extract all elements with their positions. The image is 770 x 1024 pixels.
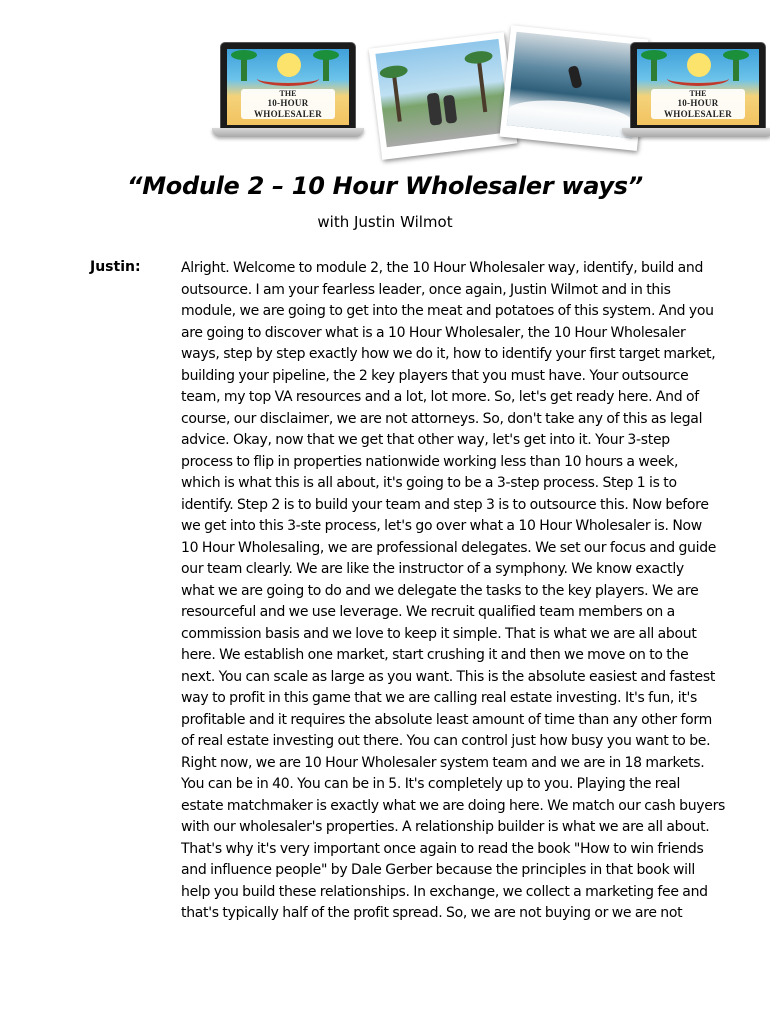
transcript-line: are going to discover what is a 10 Hour Wholesaler, the 10 Hour Wholesaler	[181, 324, 686, 341]
transcript-line: commission basis and we love to keep it simple. That is what we are all about	[181, 625, 697, 642]
document-subtitle	[0, 213, 770, 231]
logo-line-2: 10-HOUR WHOLESALER	[663, 98, 733, 119]
transcript-line: estate matchmaker is exactly what we are doing here. We match our cash buyers	[181, 797, 726, 814]
transcript-line: building your pipeline, the 2 key players that you must have. Your outsource	[181, 367, 689, 384]
document-title: “Module 2 – 10 Hour Wholesaler ways”	[127, 172, 643, 200]
laptop-screen	[630, 42, 766, 130]
palm-tree-icon	[323, 53, 329, 81]
subtitle-text: with Justin Wilmot	[317, 213, 453, 231]
transcript-line: team, my top VA resources and a lot, lot more. So, let's get ready here. And of	[181, 389, 699, 405]
transcript-line: module, we are going to get into the meat and potatoes of this system. And you	[181, 303, 714, 319]
transcript-line: Right now, we are 10 Hour Wholesaler system team and we are in 18 markets.	[181, 754, 705, 771]
transcript-line: and influence people" by Dale Gerber because the principles in that book will	[181, 862, 695, 878]
transcript-line: help you build these relationships. In exchange, we collect a marketing fee and	[181, 883, 708, 900]
transcript-line: profitable and it requires the absolute least amount of time than any other form	[181, 711, 712, 728]
laptop-logo-image-left	[212, 42, 364, 142]
hammock-graphic	[257, 71, 319, 86]
logo-line-1: THE	[689, 89, 707, 98]
transcript-line: outsource. I am your fearless leader, once again, Justin Wilmot and in this	[181, 281, 671, 298]
transcript-line: of real estate investing out there. You can control just how busy you want to be.	[181, 733, 711, 749]
transcript-line: process to flip in properties nationwide working less than 10 hours a week,	[181, 453, 679, 470]
transcript-paragraph	[181, 258, 726, 925]
palm-tree-icon	[733, 53, 739, 81]
transcript-line: advice. Okay, now that we get that other way, let's get into it. Your 3-step	[181, 432, 670, 448]
logo-line-1: THE	[279, 89, 297, 98]
laptop-base	[622, 128, 770, 137]
transcript-line: ways, step by step exactly how we do it, how to identify your first target market,	[181, 346, 716, 362]
transcript-line: with our wholesaler's properties. A relationship builder is what we are all about.	[181, 819, 710, 835]
palm-tree-icon	[392, 72, 402, 122]
transcript-line: identify. Step 2 is to build your team and step 3 is to outsource this. Now before	[181, 496, 709, 513]
header-banner	[0, 0, 770, 160]
palm-tree-icon	[241, 53, 247, 81]
surfer-figure	[568, 65, 583, 89]
person-figure	[443, 95, 457, 124]
transcript-line: way to profit in this game that we are calling real estate investing. It's fun, it's	[181, 690, 698, 706]
transcript-line: next. You can scale as large as you want. This is the absolute easiest and fastest	[181, 668, 716, 685]
laptop-screen	[220, 42, 356, 130]
transcript-line: what we are going to do and we delegate the tasks to the key players. We are	[181, 582, 699, 599]
laptop-logo-image-right	[622, 42, 770, 142]
transcript-line: we get into this 3-ste process, let's go over what a 10 Hour Wholesaler is. Now	[181, 518, 702, 534]
transcript-line: which is what this is all about, it's going to be a 3-step process. Step 1 is to	[181, 475, 677, 491]
logo	[241, 89, 335, 119]
logo	[651, 89, 745, 119]
transcript-line: You can be in 40. You can be in 5. It's completely up to you. Playing the real	[181, 776, 681, 792]
wave-graphic	[507, 95, 635, 138]
vacation-photo-1	[369, 32, 518, 160]
transcript-line: that's typically half of the profit spread. So, we are not buying or we are not	[181, 905, 683, 921]
transcript-line: resourceful and we use leverage. We recruit qualified team members on a	[181, 604, 675, 620]
speaker-label: Justin:	[90, 259, 141, 275]
transcript-line: our team clearly. We are like the instructor of a symphony. We know exactly	[181, 561, 684, 577]
hammock-graphic	[667, 71, 729, 86]
palm-tree-icon	[477, 57, 488, 112]
palm-tree-icon	[651, 53, 657, 81]
transcript-line: course, our disclaimer, we are not attorneys. So, don't take any of this as legal	[181, 410, 703, 427]
laptop-base	[212, 128, 364, 137]
transcript-line: Alright. Welcome to module 2, the 10 Hour Wholesaler way, identify, build and	[181, 260, 704, 276]
logo-line-2: 10-HOUR WHOLESALER	[253, 98, 323, 119]
transcript-line: 10 Hour Wholesaling, we are professional delegates. We set our focus and guide	[181, 539, 717, 556]
transcript-line: That's why it's very important once again to read the book "How to win friends	[181, 840, 704, 857]
transcript-line: here. We establish one market, start crushing it and then we move on to the	[181, 647, 689, 663]
person-figure	[427, 93, 443, 126]
